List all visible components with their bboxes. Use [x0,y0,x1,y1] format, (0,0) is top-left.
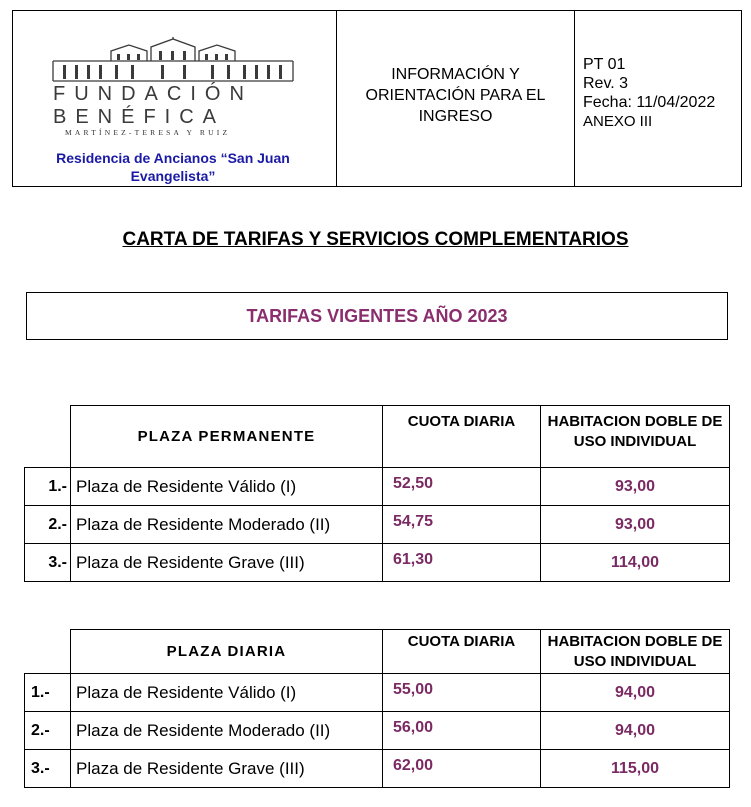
row-daily-fee: 52,50 [383,468,541,506]
rates-heading-box [26,292,728,340]
row-number: 2.- [25,506,71,544]
row-double-fee: 94,00 [541,712,730,750]
rates-heading: TARIFAS VIGENTES AÑO 2023 [246,305,508,326]
row-name: Plaza de Residente Moderado (II) [71,712,383,750]
row-double-fee: 114,00 [541,544,730,582]
row-double-fee: 93,00 [541,468,730,506]
row-number: 1.- [25,468,71,506]
row-number: 3.- [25,544,71,582]
row-daily-fee: 62,00 [383,750,541,788]
page-title: CARTA DE TARIFAS Y SERVICIOS COMPLEMENTARIOS [122,229,629,250]
plaza-heading: PLAZA DIARIA [71,630,383,674]
logo-text-fundacion: FUNDACIÓN [53,83,253,105]
residence-name: Residencia de Ancianos “San Juan Evangelista” [56,150,290,184]
row-number: 3.- [25,750,71,788]
row-daily-fee: 61,30 [383,544,541,582]
foundation-building-logo [51,37,295,85]
table-header-row [25,406,730,468]
row-daily-fee: 54,75 [383,506,541,544]
table-row [25,506,730,544]
daily-fee-header: CUOTA DIARIA [383,630,541,674]
table-row [25,544,730,582]
table-row [25,712,730,750]
document-revision: Rev. 3 [583,75,629,92]
logo-subtitle: MARTÍNEZ-TERESA Y RUIZ [65,128,231,137]
row-name: Plaza de Residente Grave (III) [71,750,383,788]
header-document-title: INFORMACIÓN Y ORIENTACIÓN PARA EL INGRESO [337,11,575,186]
row-daily-fee: 56,00 [383,712,541,750]
row-double-fee: 93,00 [541,506,730,544]
row-double-fee: 115,00 [541,750,730,788]
row-double-fee: 94,00 [541,674,730,712]
blank-corner-cell [25,630,71,674]
plaza-heading: PLAZA PERMANENTE [71,406,383,468]
blank-corner-cell [25,406,71,468]
daily-fee-header: CUOTA DIARIA [383,406,541,468]
row-number: 2.- [25,712,71,750]
row-name: Plaza de Residente Válido (I) [71,674,383,712]
logo-text-benefica: BENÉFICA [53,106,226,128]
table-row [25,674,730,712]
document-annex: ANEXO III [583,113,653,130]
tariff-table-daily [24,629,730,788]
row-name: Plaza de Residente Válido (I) [71,468,383,506]
row-daily-fee: 55,00 [383,674,541,712]
table-row [25,750,730,788]
double-room-header: HABITACION DOBLE DE USO INDIVIDUAL [541,630,730,674]
tariff-table-permanent [24,405,730,582]
double-room-header: HABITACION DOBLE DE USO INDIVIDUAL [541,406,730,468]
document-header [12,10,742,187]
logo-cell [13,11,337,186]
document-code: PT 01 [583,56,626,73]
row-name: Plaza de Residente Grave (III) [71,544,383,582]
document-date: Fecha: 11/04/2022 [583,94,716,111]
row-name: Plaza de Residente Moderado (II) [71,506,383,544]
table-header-row [25,630,730,674]
row-number: 1.- [25,674,71,712]
table-row [25,468,730,506]
document-meta [575,11,741,186]
